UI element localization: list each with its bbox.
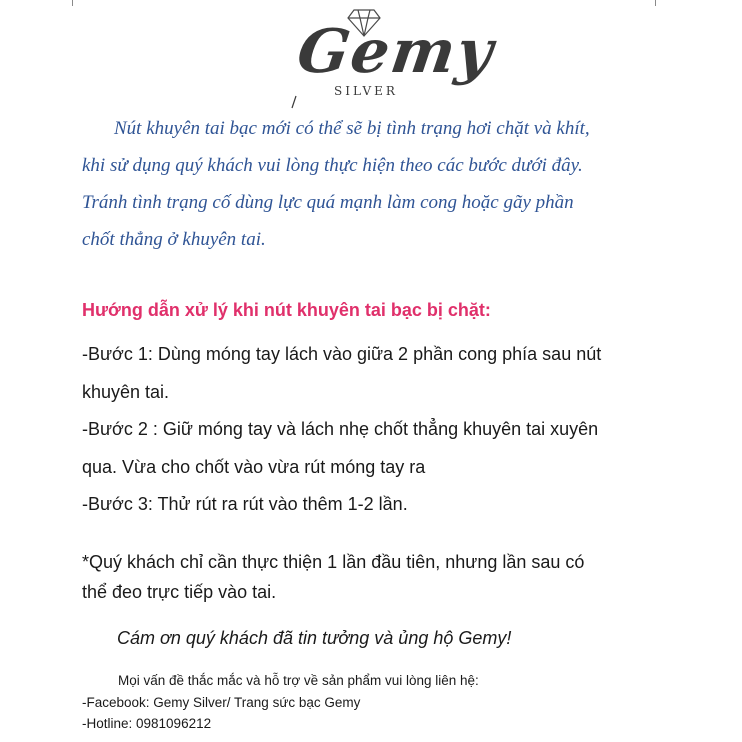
intro-line: khi sử dụng quý khách vui lòng thực hiện theo các bước dưới đây. — [82, 155, 583, 176]
intro-paragraph — [82, 110, 642, 258]
contact-info — [82, 670, 662, 735]
crop-mark-right — [655, 0, 656, 6]
step-line: qua. Vừa cho chốt vào vừa rút móng tay ra — [82, 456, 426, 477]
note-line: thể đeo trực tiếp vào tai. — [82, 582, 277, 602]
usage-note — [82, 547, 662, 607]
guide-heading: Hướng dẫn xử lý khi nút khuyên tai bạc bị chặt: — [82, 300, 491, 320]
contact-intro: Mọi vấn đề thắc mắc và hỗ trợ về sản phẩm vui lòng liên hệ: — [118, 673, 479, 688]
gemy-silver-logo — [290, 4, 499, 112]
intro-line: Tránh tình trạng cố dùng lực quá mạnh làm cong hoặc gãy phần — [82, 192, 574, 213]
step-line: -Bước 2 : Giữ móng tay và lách nhẹ chốt thẳng khuyên tai xuyên — [82, 419, 599, 439]
contact-facebook: -Facebook: Gemy Silver/ Trang sức bạc Gemy — [82, 694, 361, 710]
step-line: khuyên tai. — [82, 381, 170, 402]
note-line: *Quý khách chỉ cần thực thiện 1 lần đầu tiên, nhưng lần sau có — [82, 552, 585, 572]
step-line: -Bước 1: Dùng móng tay lách vào giữa 2 phần cong phía sau nút — [82, 344, 602, 364]
crop-mark-left — [72, 0, 73, 6]
brand-name: Gemy — [293, 17, 499, 87]
brand-subtitle: SILVER — [334, 84, 398, 98]
intro-line: Nút khuyên tai bạc mới có thể sẽ bị tình trạng hơi chặt và khít, — [114, 118, 590, 139]
contact-hotline: -Hotline: 0981096212 — [82, 716, 212, 731]
step-line: -Bước 3: Thử rút ra rút vào thêm 1-2 lần. — [82, 494, 408, 514]
guide-steps — [82, 336, 662, 524]
thank-you-message: Cám ơn quý khách đã tin tưởng và ủng hộ Gemy! — [117, 628, 512, 648]
intro-line: chốt thẳng ở khuyên tai. — [82, 229, 266, 250]
